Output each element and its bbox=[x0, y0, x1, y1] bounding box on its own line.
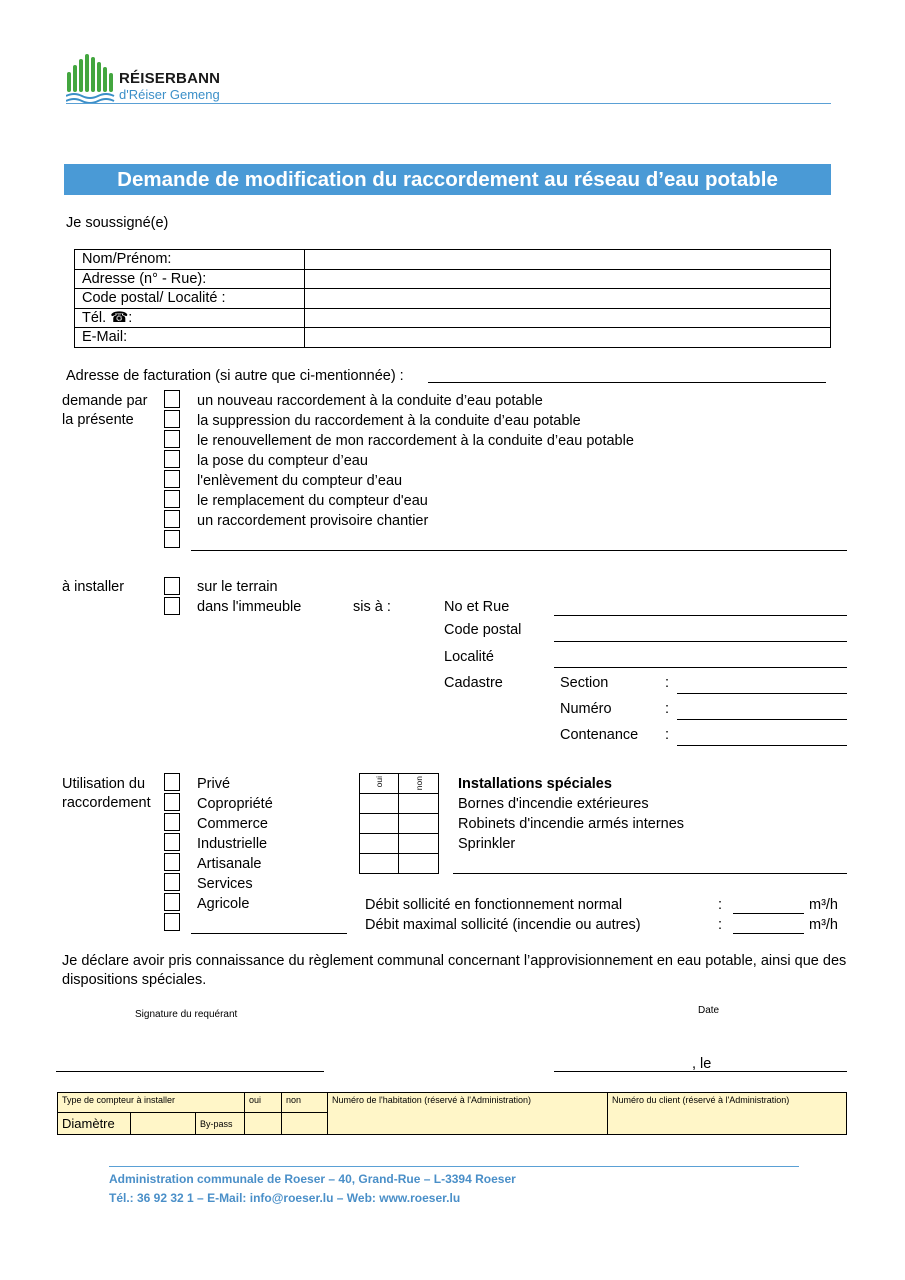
habitation-number-cell: Numéro de l'habitation (réservé à l'Administration) bbox=[328, 1093, 608, 1135]
footer-divider bbox=[109, 1166, 799, 1167]
request-option-5: l'enlèvement du compteur d’eau bbox=[197, 473, 403, 489]
address-label: Adresse (n° - Rue): bbox=[75, 269, 305, 289]
usage-label-line2: raccordement bbox=[62, 795, 151, 811]
other-non-cell[interactable] bbox=[399, 853, 439, 874]
usage-checkbox-5[interactable] bbox=[164, 853, 180, 871]
debit-normal-field[interactable] bbox=[733, 913, 804, 914]
install-immeuble-checkbox[interactable] bbox=[164, 597, 180, 615]
header-divider bbox=[66, 103, 831, 104]
special-title: Installations spéciales bbox=[458, 776, 612, 792]
name-label: Nom/Prénom: bbox=[75, 250, 305, 270]
usage-option-3: Commerce bbox=[197, 816, 268, 832]
code-postal-field[interactable] bbox=[554, 641, 847, 642]
cadastre-label: Cadastre bbox=[444, 675, 503, 691]
contenance-colon: : bbox=[665, 727, 670, 743]
install-terrain-label: sur le terrain bbox=[197, 579, 278, 595]
request-option-3: le renouvellement de mon raccordement à la conduite d’eau potable bbox=[197, 433, 634, 449]
usage-checkbox-other[interactable] bbox=[164, 913, 180, 931]
contenance-field[interactable] bbox=[677, 745, 847, 746]
request-checkbox-7[interactable] bbox=[164, 510, 180, 528]
billing-address-field[interactable] bbox=[428, 382, 826, 383]
client-number-cell: Numéro du client (réservé à l'Administration) bbox=[608, 1093, 847, 1135]
usage-option-4: Industrielle bbox=[197, 836, 268, 852]
usage-checkbox-6[interactable] bbox=[164, 873, 180, 891]
special-item-3: Sprinkler bbox=[458, 836, 516, 852]
footer-contact: Tél.: 36 92 32 1 – E-Mail: info@roeser.lu – Web: www.roeser.lu bbox=[109, 1191, 461, 1205]
meter-non-header: non bbox=[282, 1093, 328, 1113]
usage-label-line1: Utilisation du bbox=[62, 776, 146, 792]
debit-max-colon: : bbox=[718, 917, 723, 933]
other-oui-cell[interactable] bbox=[359, 853, 399, 874]
meter-oui-header: oui bbox=[245, 1093, 282, 1113]
address-field[interactable] bbox=[305, 270, 830, 288]
meter-type-label: Type de compteur à installer bbox=[58, 1093, 245, 1113]
request-checkbox-1[interactable] bbox=[164, 390, 180, 408]
tel-label: Tél. ☎: bbox=[75, 308, 305, 328]
code-postal-label: Code postal bbox=[444, 622, 522, 638]
non-header: non bbox=[414, 776, 424, 791]
usage-checkbox-1[interactable] bbox=[164, 773, 180, 791]
postal-field[interactable] bbox=[305, 289, 830, 307]
install-label: à installer bbox=[62, 579, 125, 595]
no-rue-field[interactable] bbox=[554, 615, 847, 616]
usage-checkbox-7[interactable] bbox=[164, 893, 180, 911]
declaration-text: Je déclare avoir pris connaissance du règlement communal concernant l’approvisionnement en eau potable, ainsi que des dispositions spéciales. bbox=[62, 953, 847, 988]
identity-table bbox=[74, 249, 831, 348]
logo-trees-icon bbox=[66, 54, 116, 104]
sprinkler-non-cell[interactable] bbox=[399, 833, 439, 854]
request-checkbox-3[interactable] bbox=[164, 430, 180, 448]
debit-normal-unit: m³/h bbox=[809, 897, 838, 913]
diametre-label: Diamètre bbox=[58, 1113, 131, 1135]
section-colon: : bbox=[665, 675, 670, 691]
debit-max-label: Débit maximal sollicité (incendie ou autres) bbox=[365, 917, 641, 933]
usage-option-7: Agricole bbox=[197, 896, 250, 912]
sprinkler-oui-cell[interactable] bbox=[359, 833, 399, 854]
usage-option-5: Artisanale bbox=[197, 856, 262, 872]
numero-field[interactable] bbox=[677, 719, 847, 720]
bornes-oui-cell[interactable] bbox=[359, 793, 399, 814]
usage-checkbox-3[interactable] bbox=[164, 813, 180, 831]
debit-max-field[interactable] bbox=[733, 933, 804, 934]
request-option-1: un nouveau raccordement à la conduite d’eau potable bbox=[197, 393, 543, 409]
intro-text: Je soussigné(e) bbox=[66, 215, 169, 231]
section-field[interactable] bbox=[677, 693, 847, 694]
postal-label: Code postal/ Localité : bbox=[75, 289, 305, 309]
contenance-label: Contenance bbox=[560, 727, 639, 743]
debit-normal-colon: : bbox=[718, 897, 723, 913]
numero-label: Numéro bbox=[560, 701, 612, 717]
request-option-7: un raccordement provisoire chantier bbox=[197, 513, 429, 529]
date-label: Date bbox=[698, 1005, 720, 1016]
localite-label: Localité bbox=[444, 649, 494, 665]
install-immeuble-label: dans l'immeuble bbox=[197, 599, 302, 615]
request-label-line1: demande par bbox=[62, 393, 148, 409]
robinets-non-cell[interactable] bbox=[399, 813, 439, 834]
brand-subtitle: d'Réiser Gemeng bbox=[119, 87, 220, 102]
special-item-1: Bornes d'incendie extérieures bbox=[458, 796, 649, 812]
request-checkbox-4[interactable] bbox=[164, 450, 180, 468]
debit-normal-label: Débit sollicité en fonctionnement normal bbox=[365, 897, 623, 913]
install-terrain-checkbox[interactable] bbox=[164, 577, 180, 595]
tel-field[interactable] bbox=[305, 309, 830, 327]
numero-colon: : bbox=[665, 701, 670, 717]
request-checkbox-6[interactable] bbox=[164, 490, 180, 508]
special-item-2: Robinets d'incendie armés internes bbox=[458, 816, 685, 832]
email-field[interactable] bbox=[305, 328, 830, 346]
no-rue-label: No et Rue bbox=[444, 599, 510, 615]
usage-option-1: Privé bbox=[197, 776, 231, 792]
form-title: Demande de modification du raccordement au réseau d’eau potable bbox=[64, 164, 831, 195]
bornes-non-cell[interactable] bbox=[399, 793, 439, 814]
debit-max-unit: m³/h bbox=[809, 917, 838, 933]
signature-field[interactable] bbox=[56, 1071, 324, 1072]
bypass-non-cell[interactable] bbox=[282, 1113, 328, 1135]
special-other-field[interactable] bbox=[453, 873, 847, 874]
request-checkbox-2[interactable] bbox=[164, 410, 180, 428]
usage-other-field[interactable] bbox=[191, 933, 347, 934]
le-label: , le bbox=[692, 1056, 712, 1072]
request-other-field[interactable] bbox=[191, 550, 847, 551]
footer-address: Administration communale de Roeser – 40, Grand-Rue – L-3394 Roeser bbox=[109, 1172, 516, 1186]
request-checkbox-other[interactable] bbox=[164, 530, 180, 548]
meter-table bbox=[57, 1092, 847, 1135]
bypass-oui-cell[interactable] bbox=[245, 1113, 282, 1135]
brand-name: RÉISERBANN bbox=[119, 70, 221, 87]
section-label: Section bbox=[560, 675, 609, 691]
oui-header: oui bbox=[374, 776, 384, 788]
usage-option-2: Copropriété bbox=[197, 796, 273, 812]
usage-option-6: Services bbox=[197, 876, 253, 892]
usage-checkbox-2[interactable] bbox=[164, 793, 180, 811]
localite-field[interactable] bbox=[554, 667, 847, 668]
request-option-2: la suppression du raccordement à la conduite d’eau potable bbox=[197, 413, 581, 429]
request-label-line2: la présente bbox=[62, 412, 134, 428]
bypass-label: By-pass bbox=[196, 1113, 245, 1135]
diametre-field[interactable] bbox=[131, 1113, 196, 1135]
robinets-oui-cell[interactable] bbox=[359, 813, 399, 834]
signature-label: Signature du requérant bbox=[135, 1009, 238, 1020]
email-label: E-Mail: bbox=[75, 328, 305, 348]
request-option-6: le remplacement du compteur d'eau bbox=[197, 493, 428, 509]
usage-checkbox-4[interactable] bbox=[164, 833, 180, 851]
billing-label: Adresse de facturation (si autre que ci-mentionnée) : bbox=[66, 368, 404, 384]
request-checkbox-5[interactable] bbox=[164, 470, 180, 488]
sis-label: sis à : bbox=[353, 599, 391, 615]
name-field[interactable] bbox=[305, 250, 830, 268]
special-oui-non-grid bbox=[359, 773, 439, 875]
request-option-4: la pose du compteur d’eau bbox=[197, 453, 368, 469]
